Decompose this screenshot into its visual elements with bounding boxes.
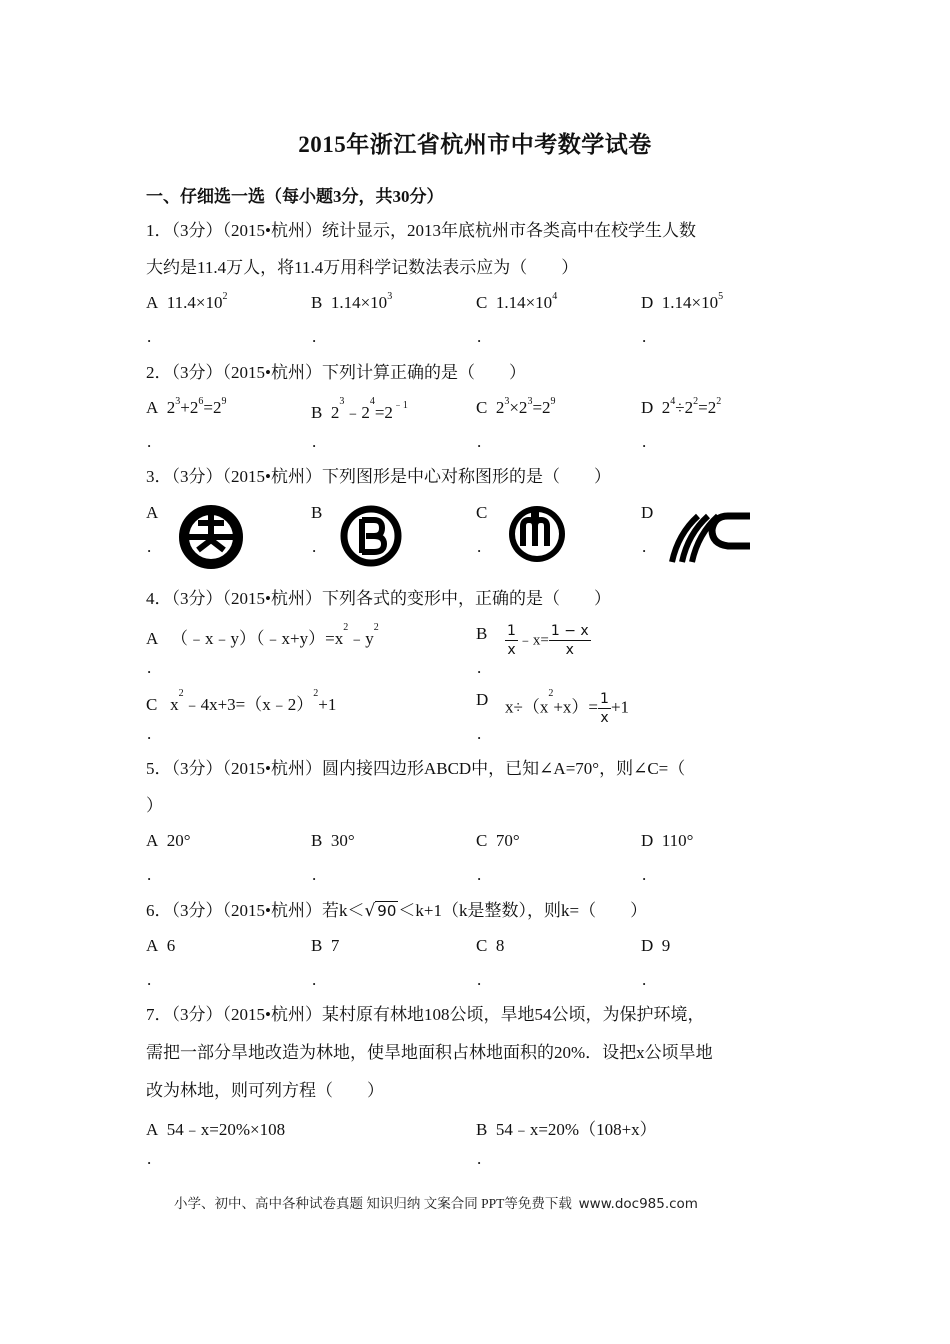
option-letter: D bbox=[641, 398, 654, 417]
option-letter: C bbox=[476, 293, 488, 312]
q6-option-d[interactable] bbox=[641, 936, 670, 956]
q1-option-c[interactable] bbox=[476, 293, 557, 313]
question-text: 6．（3分）（2015•杭州）若k＜ bbox=[146, 901, 365, 920]
option-dot: . bbox=[477, 724, 482, 743]
q4-option-b[interactable] bbox=[505, 622, 591, 659]
q2-option-c[interactable] bbox=[476, 398, 556, 418]
question-1-line-1: 1．（3分）（2015•杭州）统计显示，2013年底杭州市各类高中在校学生人数 bbox=[146, 221, 696, 240]
option-text: 1.14×10 bbox=[495, 293, 553, 312]
option-text: 54﹣x=20%×108 bbox=[166, 1120, 286, 1139]
exponent: 9 bbox=[221, 396, 227, 407]
question-6-line-1 bbox=[146, 892, 647, 930]
option-dot: . bbox=[477, 1149, 482, 1168]
q2-option-d[interactable] bbox=[641, 398, 721, 418]
question-7-line-3: 改为林地，则可列方程（ ） bbox=[146, 1081, 384, 1100]
q5-option-a[interactable] bbox=[146, 831, 191, 851]
exponent: 3 bbox=[504, 396, 510, 407]
option-letter: A bbox=[146, 1120, 159, 1139]
exponent: 2 bbox=[313, 688, 319, 699]
question-5-line-2: ） bbox=[146, 796, 163, 815]
denominator: x bbox=[507, 642, 516, 658]
q6-option-a[interactable] bbox=[146, 936, 175, 956]
expression: ﹣y bbox=[348, 629, 374, 648]
base: 2 bbox=[330, 403, 340, 422]
option-dot: . bbox=[147, 724, 152, 743]
q3-option-a-letter[interactable]: A bbox=[146, 503, 159, 522]
exponent: 3 bbox=[339, 396, 345, 407]
option-letter: A bbox=[146, 398, 159, 417]
option-dot: . bbox=[312, 970, 317, 989]
question-4-line-1: 4．（3分）（2015•杭州）下列各式的变形中，正确的是（ ） bbox=[146, 589, 611, 608]
option-dot: . bbox=[642, 970, 647, 989]
option-dot: . bbox=[147, 970, 152, 989]
option-text: 110° bbox=[661, 831, 694, 850]
expression: ﹣x= bbox=[517, 632, 549, 649]
logo-d-icon[interactable] bbox=[668, 504, 754, 564]
question-1-line-2: 大约是11.4万人，将11.4万用科学记数法表示应为（ ） bbox=[146, 258, 579, 277]
option-letter: D bbox=[641, 831, 654, 850]
option-dot: . bbox=[147, 537, 152, 556]
option-letter: D bbox=[641, 293, 654, 312]
option-dot: . bbox=[477, 537, 482, 556]
fraction bbox=[505, 622, 518, 659]
base: =2 bbox=[203, 398, 222, 417]
question-3-line-1: 3．（3分）（2015•杭州）下列图形是中心对称图形的是（ ） bbox=[146, 467, 611, 486]
q4-option-d[interactable] bbox=[505, 690, 629, 727]
option-dot: . bbox=[642, 865, 647, 884]
option-dot: . bbox=[147, 865, 152, 884]
fraction bbox=[549, 622, 591, 659]
option-letter: B bbox=[311, 403, 323, 422]
option-dot: . bbox=[477, 970, 482, 989]
exponent: 2 bbox=[716, 396, 722, 407]
base: =2 bbox=[374, 403, 393, 422]
option-letter: C bbox=[476, 831, 488, 850]
option-text: 20° bbox=[166, 831, 191, 850]
question-text: ＜k+1（k是整数），则k=（ ） bbox=[398, 901, 648, 920]
option-text: 7 bbox=[330, 936, 340, 955]
exponent: 2 bbox=[343, 622, 349, 633]
option-letter: D bbox=[641, 936, 654, 955]
option-text: 54﹣x=20%（108+x） bbox=[495, 1120, 657, 1139]
option-dot: . bbox=[642, 432, 647, 451]
q4-option-d-letter[interactable]: D bbox=[476, 690, 489, 709]
expression: +x）= bbox=[553, 697, 599, 717]
base: ﹣2 bbox=[344, 403, 370, 422]
base: 2 bbox=[661, 398, 671, 417]
option-dot: . bbox=[147, 1149, 152, 1168]
option-letter: C bbox=[146, 695, 158, 714]
option-dot: . bbox=[477, 658, 482, 677]
option-dot: . bbox=[642, 327, 647, 346]
option-letter: B bbox=[476, 1120, 488, 1139]
exponent: 9 bbox=[550, 396, 556, 407]
q3-option-c-letter[interactable]: C bbox=[476, 503, 488, 522]
square-root bbox=[364, 893, 398, 930]
fraction bbox=[598, 690, 611, 727]
option-text: 6 bbox=[166, 936, 176, 955]
q7-option-b[interactable] bbox=[476, 1115, 657, 1140]
q6-option-c[interactable] bbox=[476, 936, 504, 956]
option-letter: A bbox=[146, 293, 159, 312]
option-dot: . bbox=[312, 865, 317, 884]
exponent: 3 bbox=[387, 291, 393, 302]
base: ÷2 bbox=[675, 398, 694, 417]
option-dot: . bbox=[147, 432, 152, 451]
numerator: 1 bbox=[507, 623, 516, 639]
option-text: 70° bbox=[495, 831, 520, 850]
base: ×2 bbox=[509, 398, 528, 417]
exponent: 2 bbox=[178, 688, 184, 699]
question-5-line-1: 5．（3分）（2015•杭州）圆内接四边形ABCD中，已知∠A=70°，则∠C=（ bbox=[146, 759, 686, 778]
option-dot: . bbox=[147, 658, 152, 677]
option-text: 8 bbox=[495, 936, 505, 955]
q4-option-a[interactable] bbox=[146, 624, 379, 649]
q1-option-d[interactable] bbox=[641, 293, 723, 313]
q5-option-d[interactable] bbox=[641, 831, 693, 851]
exponent: 3 bbox=[175, 396, 181, 407]
option-dot: . bbox=[477, 327, 482, 346]
expression: x bbox=[170, 695, 179, 714]
section-heading: 一、仔细选一选（每小题3分，共30分） bbox=[146, 187, 444, 206]
exponent: 2 bbox=[693, 396, 699, 407]
option-dot: . bbox=[312, 432, 317, 451]
q4-option-b-letter[interactable]: B bbox=[476, 624, 488, 643]
option-text: 1.14×10 bbox=[330, 293, 388, 312]
option-dot: . bbox=[312, 537, 317, 556]
radical-sign-icon: √ bbox=[364, 901, 376, 921]
numerator: 1 − x bbox=[550, 623, 589, 639]
option-dot: . bbox=[642, 537, 647, 556]
q2-option-a[interactable] bbox=[146, 398, 226, 418]
option-text: 1.14×10 bbox=[661, 293, 719, 312]
logo-b-icon[interactable] bbox=[338, 503, 404, 569]
exponent: 6 bbox=[198, 396, 204, 407]
option-text: 9 bbox=[661, 936, 671, 955]
base: +2 bbox=[180, 398, 199, 417]
footer-text: 小学、初中、高中各种试卷真题 知识归纳 文案合同 PPT等免费下载 bbox=[174, 1196, 572, 1211]
page-title: 2015年浙江省杭州市中考数学试卷 bbox=[298, 132, 652, 157]
base: 2 bbox=[166, 398, 176, 417]
option-letter: A bbox=[146, 831, 159, 850]
exponent: 2 bbox=[373, 622, 379, 633]
numerator: 1 bbox=[600, 691, 609, 707]
base: =2 bbox=[698, 398, 717, 417]
option-letter: A bbox=[146, 936, 159, 955]
option-letter: B bbox=[311, 936, 323, 955]
expression: x÷（x bbox=[505, 697, 549, 717]
expression: ﹣4x+3=（x﹣2） bbox=[183, 695, 314, 714]
exponent: ﹣1 bbox=[392, 400, 408, 411]
expression: +1 bbox=[318, 695, 337, 714]
option-text: 30° bbox=[330, 831, 355, 850]
q4-option-c[interactable] bbox=[146, 690, 336, 715]
base: =2 bbox=[532, 398, 551, 417]
exponent: 2 bbox=[222, 291, 228, 302]
option-dot: . bbox=[147, 327, 152, 346]
option-dot: . bbox=[477, 432, 482, 451]
option-text: 11.4×10 bbox=[166, 293, 223, 312]
question-7-line-1: 7．（3分）（2015•杭州）某村原有林地108公顷，旱地54公顷，为保护环境， bbox=[146, 1005, 705, 1024]
denominator: x bbox=[600, 710, 609, 726]
exponent: 4 bbox=[670, 396, 676, 407]
expression: （﹣x﹣y）（﹣x+y）=x bbox=[171, 629, 344, 648]
q2-option-b[interactable] bbox=[311, 398, 408, 423]
exponent: 5 bbox=[718, 291, 724, 302]
footer-link[interactable]: www.doc985.com bbox=[578, 1196, 698, 1212]
option-dot: . bbox=[477, 865, 482, 884]
logo-c-icon[interactable] bbox=[505, 502, 569, 566]
question-7-line-2: 需把一部分旱地改造为林地，使旱地面积占林地面积的20%．设把x公顷旱地 bbox=[146, 1043, 713, 1062]
exponent: 4 bbox=[369, 396, 375, 407]
q7-option-a[interactable] bbox=[146, 1115, 285, 1140]
option-letter: A bbox=[146, 629, 159, 648]
option-letter: C bbox=[476, 936, 488, 955]
option-letter: B bbox=[311, 831, 323, 850]
base: 2 bbox=[495, 398, 505, 417]
option-dot: . bbox=[312, 327, 317, 346]
expression: +1 bbox=[610, 697, 630, 717]
q1-option-a[interactable] bbox=[146, 293, 228, 313]
page-footer bbox=[174, 1192, 698, 1212]
exponent: 2 bbox=[548, 688, 554, 699]
radicand: 90 bbox=[377, 902, 397, 920]
exponent: 4 bbox=[552, 291, 558, 302]
question-2-line-1: 2．（3分）（2015•杭州）下列计算正确的是（ ） bbox=[146, 363, 526, 382]
logo-a-icon[interactable] bbox=[176, 502, 246, 572]
denominator: x bbox=[565, 642, 574, 658]
q5-option-b[interactable] bbox=[311, 831, 355, 851]
q1-option-b[interactable] bbox=[311, 293, 392, 313]
q3-option-d-letter[interactable]: D bbox=[641, 503, 654, 522]
q6-option-b[interactable] bbox=[311, 936, 339, 956]
option-letter: C bbox=[476, 398, 488, 417]
exponent: 3 bbox=[527, 396, 533, 407]
option-letter: B bbox=[311, 293, 323, 312]
q3-option-b-letter[interactable]: B bbox=[311, 503, 323, 522]
q5-option-c[interactable] bbox=[476, 831, 520, 851]
